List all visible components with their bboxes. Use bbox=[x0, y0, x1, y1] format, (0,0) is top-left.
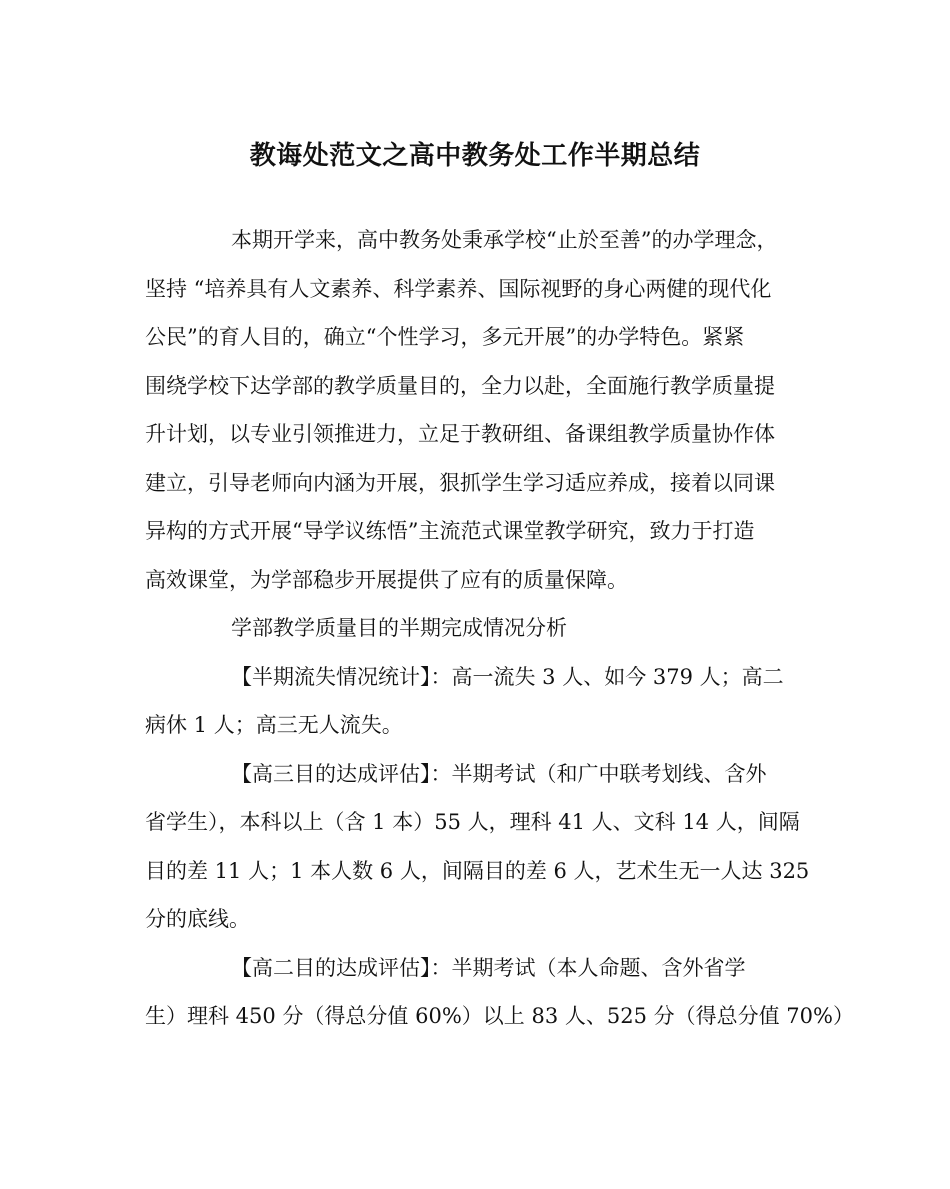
text-line: 分的底线。 bbox=[145, 907, 250, 931]
document-body bbox=[145, 216, 854, 1041]
text-line: 目的差 11 人；1 本人数 6 人，间隔目的差 6 人，艺术生无一人达 325 bbox=[145, 858, 810, 883]
paragraph-attrition bbox=[145, 653, 807, 750]
text-line: 生）理科 450 分（得总分值 60%）以上 83 人、525 分（得总分值 70%） bbox=[145, 1004, 854, 1028]
text-line: 异构的方式开展“导学议练悟”主流范式课堂教学研究，致力于打造 bbox=[145, 519, 755, 543]
section-heading bbox=[145, 604, 807, 653]
text-line: 本期开学来，高中教务处秉承学校“止於至善”的办学理念， bbox=[231, 228, 778, 252]
document-title: 教诲处范文之高中教务处工作半期总结 bbox=[249, 141, 701, 171]
text-line: 学部教学质量目的半期完成情况分析 bbox=[231, 616, 567, 640]
paragraph-grade-three bbox=[145, 750, 810, 944]
text-line: 高效课堂，为学部稳步开展提供了应有的质量保障。 bbox=[145, 567, 628, 592]
text-line: 公民”的育人目的，确立“个性学习，多元开展”的办学特色。紧紧 bbox=[145, 325, 745, 349]
text-line: 坚持 “培养具有人文素养、科学素养、国际视野的身心两健的现代化 bbox=[145, 276, 772, 301]
text-line: 省学生），本科以上（含 1 本）55 人，理科 41 人、文科 14 人，间隔 bbox=[145, 810, 800, 834]
paragraph-grade-two bbox=[145, 944, 854, 1041]
text-line: 【高三目的达成评估】：半期考试（和广中联考划线、含外 bbox=[231, 761, 767, 786]
paragraph-intro bbox=[145, 216, 807, 604]
text-line: 建立，引导老师向内涵为开展，狠抓学生学习适应养成，接着以同课 bbox=[145, 470, 775, 495]
text-line: 围绕学校下达学部的教学质量目的，全力以赴，全面施行教学质量提 bbox=[145, 373, 775, 398]
text-line: 【半期流失情况统计】：高一流失 3 人、如今 379 人；高二 bbox=[231, 664, 784, 689]
text-line: 病休 1 人；高三无人流失。 bbox=[145, 713, 403, 737]
text-line: 升计划，以专业引领推进力，立足于教研组、备课组教学质量协作体 bbox=[145, 422, 775, 446]
text-line: 【高二目的达成评估】：半期考试（本人命题、含外省学 bbox=[231, 955, 746, 980]
